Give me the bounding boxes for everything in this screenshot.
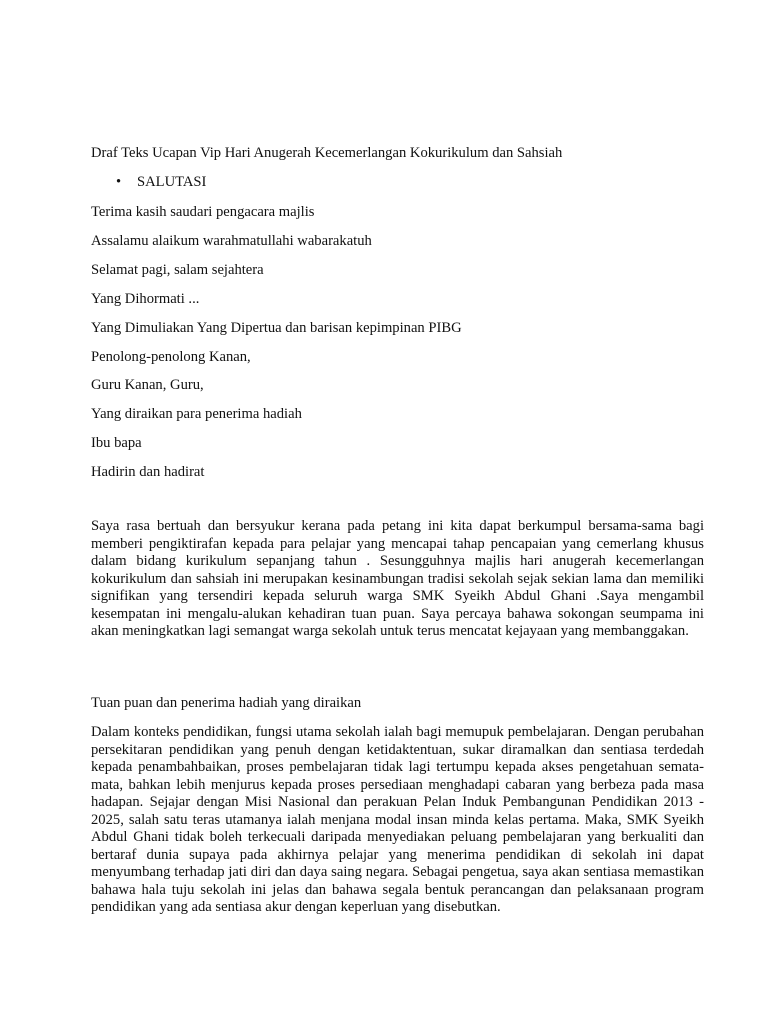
body-paragraph: Dalam konteks pendidikan, fungsi utama sekolah ialah bagi memupuk pembelajaran. Dengan perubahan persekitaran pendidikan yang penuh dengan ketidaktentuan, sukar diramalkan dan sentiasa terdedah kepada penambahbaikan, proses pembelajaran tidak lagi tertumpu kepada akses pengetahuan semata-mata, bahkan lebih menjurus kepada proses persediaan menghadapi cabaran yang berbeza pada masa hadapan. Sejajar dengan Misi Nasional dan perakuan Pelan Induk Pembangunan Pendidikan 2013 - 2025, salah satu teras utamanya ialah menjana modal insan minda kelas pertama. Maka, SMK Syeikh Abdul Ghani tidak boleh terkecuali daripada menyediakan peluang pembelajaran yang berkualiti dan bertaraf dunia supaya pada akhirnya pelajar yang menerima pendidikan di sekolah ini dapat menyumbang terhadap jati diri dan daya saing negara. Sebagai pengetua, saya akan sentiasa memastikan bahawa hala tuju sekolah ini jelas dan bahawa segala bentuk perancangan dan pelaksanaan program pendidikan yang ada sentiasa akur dengan keperluan yang disebutkan. bbox=[91, 724, 704, 915]
opening-paragraph: Saya rasa bertuah dan bersyukur kerana pada petang ini kita dapat berkumpul bersama-sama bagi memberi pengiktirafan kepada para pelajar yang mencapai tahap pencapaian yang cemerlang khusus dalam bidang kurikulum sepanjang tahun . Sesungguhnya majlis hari anugerah kecemerlangan kokurikulum dan sahsiah ini merupakan kesinambungan tradisi sekolah sejak sekian lama dan memiliki signifikan yang tersendiri kepada seluruh warga SMK Syeikh Abdul Ghani .Saya mengambil kesempatan ini mengalu-alukan kehadiran tuan puan. Saya percaya bahawa sokongan seumpama ini akan meningkatkan lagi semangat warga sekolah untuk terus mencatat kejayaan yang membanggakan. bbox=[91, 518, 704, 639]
salutation-line: Yang diraikan para penerima hadiah bbox=[91, 406, 302, 422]
bullet-icon: • bbox=[116, 174, 122, 190]
salutation-line: Selamat pagi, salam sejahtera bbox=[91, 262, 264, 278]
section-heading-salutasi: SALUTASI bbox=[137, 174, 207, 190]
salutation-line: Assalamu alaikum warahmatullahi wabarakatuh bbox=[91, 233, 372, 249]
salutation-line: Hadirin dan hadirat bbox=[91, 464, 205, 480]
salutation-line: Penolong-penolong Kanan, bbox=[91, 349, 251, 365]
salutation-line: Guru Kanan, Guru, bbox=[91, 377, 204, 393]
salutation-line: Yang Dihormati ... bbox=[91, 291, 200, 307]
salutation-line: Terima kasih saudari pengacara majlis bbox=[91, 204, 315, 220]
subheading: Tuan puan dan penerima hadiah yang diraikan bbox=[91, 695, 362, 711]
salutation-line: Yang Dimuliakan Yang Dipertua dan barisan kepimpinan PIBG bbox=[91, 320, 462, 336]
salutation-line: Ibu bapa bbox=[91, 435, 142, 451]
document-title: Draf Teks Ucapan Vip Hari Anugerah Kecemerlangan Kokurikulum dan Sahsiah bbox=[91, 145, 563, 161]
